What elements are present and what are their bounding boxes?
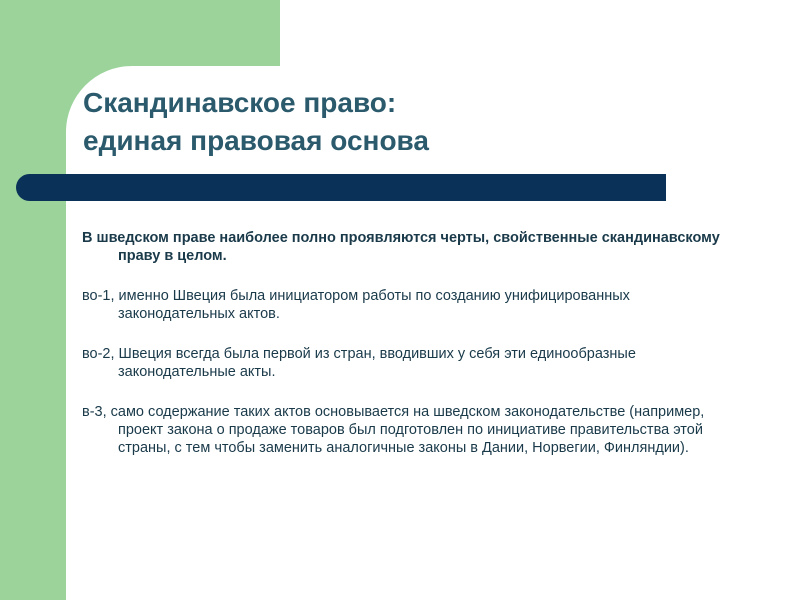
- title-line-2: единая правовая основа: [83, 125, 429, 156]
- title-line-1: Скандинавское право:: [83, 87, 397, 118]
- paragraph-point-3: в-3, само содержание таких актов основывается на шведском законодательстве (например, проект закона о продаже товаров был подготовлен по инициативе правительства этой страны, с тем чтобы заменить аналогичные законы в Дании, Норвегии, Финляндии).: [82, 404, 705, 456]
- slide-title: [83, 84, 773, 160]
- slide-body: [82, 229, 732, 479]
- paragraph-point-2: во-2, Швеция всегда была первой из стран, вводивших у себя эти единообразные законодательные акты.: [82, 346, 636, 380]
- paragraph-point-1: во-1, именно Швеция была инициатором работы по созданию унифицированных законодательных актов.: [82, 288, 630, 322]
- title-divider-bar: [16, 174, 666, 201]
- paragraph-intro: В шведском праве наиболее полно проявляются черты, свойственные скандинавскому праву в целом.: [82, 230, 720, 264]
